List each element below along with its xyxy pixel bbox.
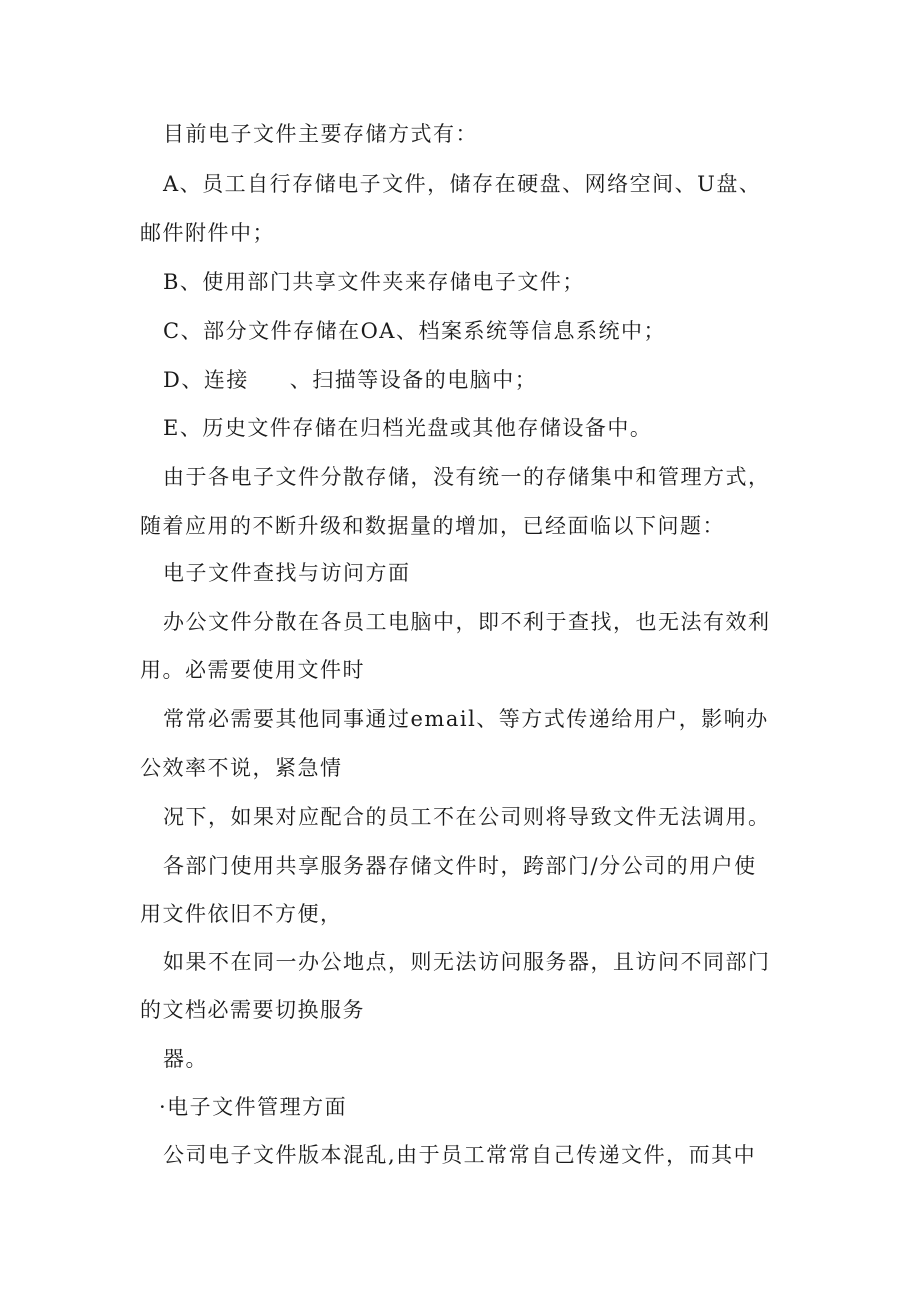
paragraph-intro: 目前电子文件主要存储方式有：	[163, 122, 478, 146]
paragraph-problem-line-1: 由于各电子文件分散存储，没有统一的存储集中和管理方式，	[163, 465, 771, 489]
list-item-c: C、部分文件存储在OA、档案系统等信息系统中；	[163, 319, 666, 343]
paragraph-server-line-2: 用文件依旧不方便，	[140, 902, 343, 926]
paragraph-access-line-3: 常常必需要其他同事通过email、等方式传递给用户，影响办	[163, 707, 769, 731]
paragraph-access-line-5: 况下，如果对应配合的员工不在公司则将导致文件无法调用。	[163, 805, 771, 829]
paragraph-server-line-3: 如果不在同一办公地点，则无法访问服务器，且访问不同部门	[163, 950, 771, 974]
list-item-e: E、历史文件存储在归档光盘或其他存储设备中。	[163, 416, 653, 440]
paragraph-server-line-1: 各部门使用共享服务器存储文件时，跨部门/分公司的用户使	[163, 854, 757, 878]
list-item-a-line-2: 邮件附件中；	[140, 221, 275, 245]
paragraph-problem-line-2: 随着应用的不断升级和数据量的增加，已经面临以下问题：	[140, 514, 725, 538]
list-item-b: B、使用部门共享文件夹来存储电子文件；	[163, 270, 585, 294]
paragraph-access-line-4: 公效率不说，紧急情	[140, 756, 343, 780]
paragraph-server-line-4: 的文档必需要切换服务	[140, 998, 365, 1022]
paragraph-management-line-1: 公司电子文件版本混乱,由于员工常常自己传递文件，而其中	[163, 1143, 757, 1167]
paragraph-access-line-1: 办公文件分散在各员工电脑中，即不利于查找，也无法有效利	[163, 610, 771, 634]
list-item-a-line-1: A、员工自行存储电子文件，储存在硬盘、网络空间、U盘、	[163, 172, 762, 196]
list-item-d: D、连接 、扫描等设备的电脑中；	[163, 368, 538, 392]
section-heading-access: 电子文件查找与访问方面	[163, 561, 411, 585]
section-heading-management: ·电子文件管理方面	[159, 1095, 348, 1119]
paragraph-access-line-2: 用。必需要使用文件时	[140, 658, 365, 682]
paragraph-server-line-5: 器。	[163, 1047, 208, 1071]
